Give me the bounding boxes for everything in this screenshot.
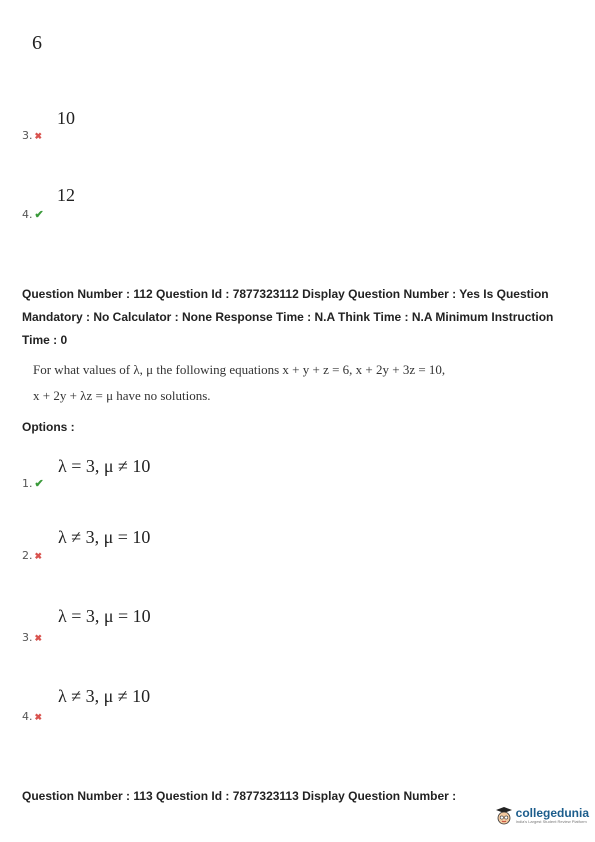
option-number: 3. [22,129,33,142]
option-3-value: λ = 3, μ = 10 [58,606,151,626]
cross-icon: ✖ [34,551,43,561]
meta-line: Question Number : 112 Question Id : 7877323112 Display Question Number : Yes Is Question [22,287,549,301]
previous-answer-value: 6 [32,32,42,54]
collegedunia-logo [495,806,589,826]
question-text-line-2: x + 2y + λz = μ have no solutions. [33,388,211,403]
option-4-marker [22,707,42,725]
option-1-marker [22,474,44,492]
option-1-value: λ = 3, μ ≠ 10 [58,456,151,476]
meta-line: Mandatory : No Calculator : None Response Time : N.A Think Time : N.A Minimum Instruction [22,310,554,324]
option-number: 4. [22,710,33,723]
check-icon: ✔ [34,478,44,490]
option-number: 2. [22,549,33,562]
question-112-metadata [22,283,582,352]
meta-line: Time : 0 [22,333,68,347]
option-3-marker [22,628,42,646]
prev-option-4-marker [22,205,44,223]
cross-icon: ✖ [34,131,43,141]
option-number: 1. [22,477,33,490]
graduate-mascot-icon [495,806,513,826]
option-4-value: λ ≠ 3, μ ≠ 10 [58,686,151,706]
question-113-metadata: Question Number : 113 Question Id : 7877323113 Display Question Number : [22,789,457,803]
logo-tagline: India's Largest Student Review Platform [515,819,587,824]
option-2-marker [22,546,42,564]
check-icon: ✔ [34,209,44,221]
prev-option-3-value: 10 [57,108,75,128]
prev-option-3-marker [22,126,42,144]
options-label: Options : [22,420,75,434]
prev-option-4-value: 12 [57,185,75,205]
option-number: 4. [22,208,33,221]
logo-wordmark: collegedunia [515,806,589,820]
option-2-value: λ ≠ 3, μ = 10 [58,527,151,547]
cross-icon: ✖ [34,633,43,643]
option-number: 3. [22,631,33,644]
question-text-line-1: For what values of λ, μ the following equations x + y + z = 6, x + 2y + 3z = 10, [33,362,446,377]
cross-icon: ✖ [34,712,43,722]
